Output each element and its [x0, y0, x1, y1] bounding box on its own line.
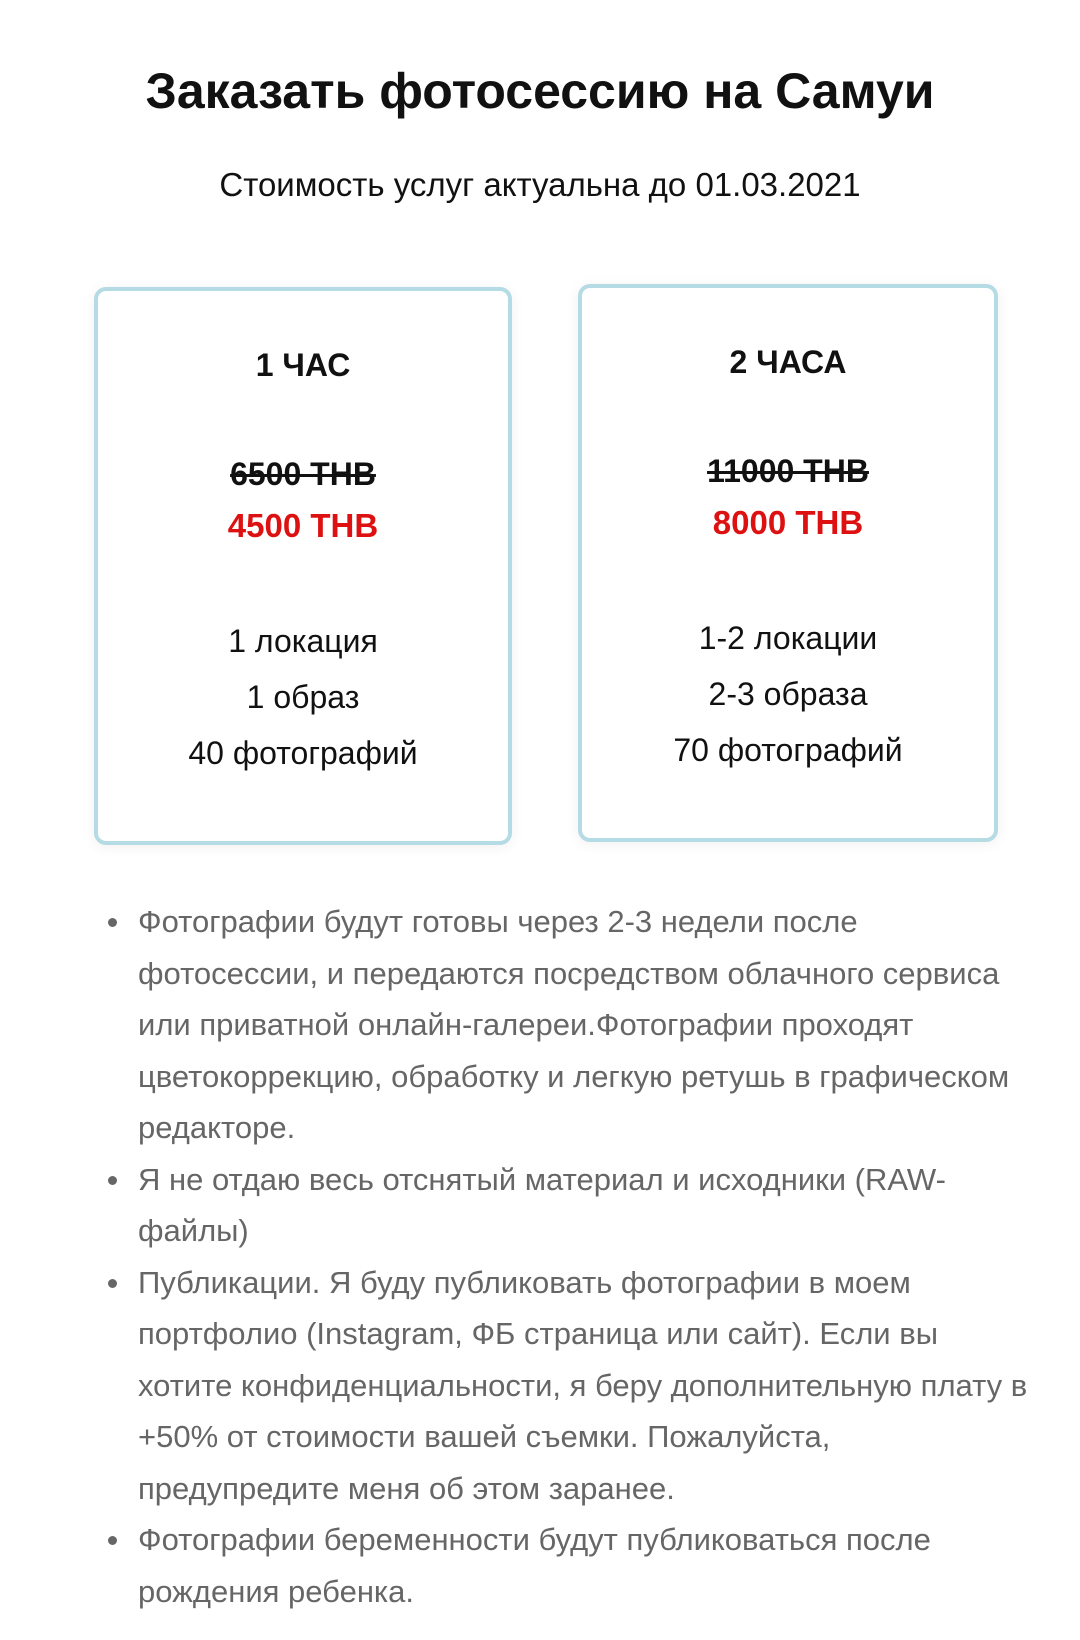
bullet-icon: [108, 1176, 117, 1185]
note-text: Я не отдаю весь отснятый материал и исходники (RAW-файлы): [138, 1161, 946, 1248]
package-card-2-hours[interactable]: [578, 284, 998, 842]
terms-list: [100, 896, 1038, 1617]
feature-looks: 1 образ: [246, 679, 360, 715]
bullet-icon: [108, 1279, 117, 1288]
new-price: 4500 THB: [227, 507, 379, 544]
page-title: Заказать фотосессию на Самуи: [145, 63, 935, 119]
note-text: Фотографии будут готовы через 2-3 недели после фотосессии, и передаются посредством облачного сервиса или приватной онлайн-галереи.Фотографии проходят цветокоррекцию, обработку и легкую ретушь в графическом редакторе.: [138, 904, 1010, 1145]
feature-looks: 2-3 образа: [708, 676, 868, 712]
bullet-icon: [108, 918, 117, 927]
package-name: 1 ЧАС: [255, 347, 351, 383]
feature-photos: 40 фотографий: [188, 735, 418, 771]
package-features: [582, 610, 994, 778]
feature-locations: 1-2 локации: [698, 620, 878, 656]
note-text: Публикации. Я буду публиковать фотографии в моем портфолио (Instagram, ФБ страница или сайт). Если вы хотите конфиденциальности, я беру дополнительную плату в +50% от стоимости вашей съемки. Пожалуйста, предупредите меня об этом заранее.: [138, 1264, 1028, 1506]
price-validity-note: Стоимость услуг актуальна до 01.03.2021: [219, 166, 861, 203]
old-price: 6500 THB: [230, 456, 376, 492]
package-name: 2 ЧАСА: [729, 344, 847, 380]
bullet-icon: [108, 1536, 117, 1545]
old-price: 11000 THB: [707, 453, 869, 489]
list-item: [138, 1154, 1038, 1257]
list-item: [138, 1257, 1038, 1515]
package-card-1-hour[interactable]: [94, 287, 512, 845]
feature-photos: 70 фотографий: [673, 732, 903, 768]
feature-locations: 1 локация: [228, 623, 378, 659]
list-item: [138, 1514, 1038, 1617]
package-features: [98, 613, 508, 781]
list-item: [138, 896, 1038, 1154]
note-text: Фотографии беременности будут публиковаться после рождения ребенка.: [138, 1522, 931, 1609]
new-price: 8000 THB: [712, 504, 864, 541]
